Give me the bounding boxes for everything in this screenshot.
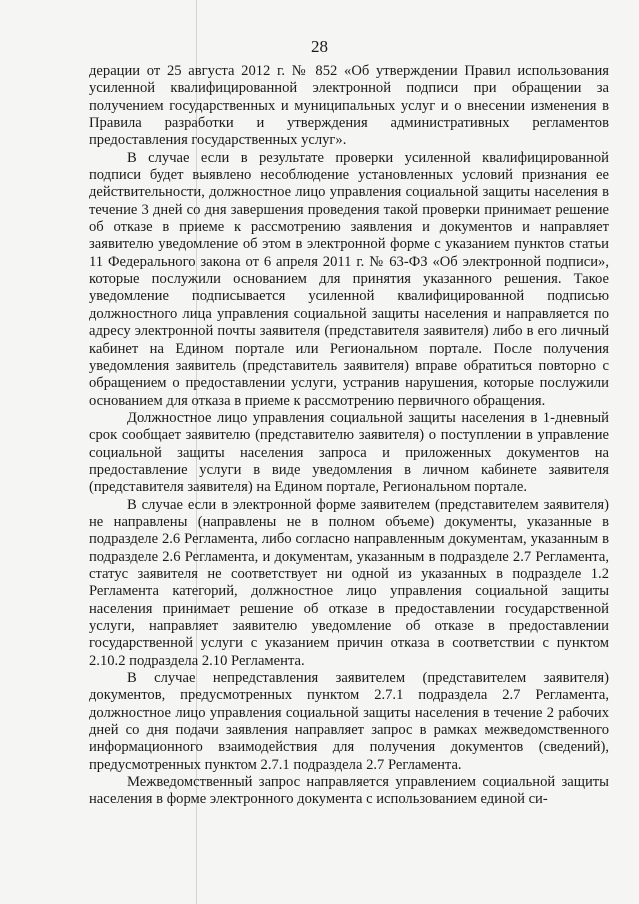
page-number: 28 xyxy=(311,37,328,56)
paragraph-interagency-request: В случае непредставления заявителем (представителем заявителя) документов, предусмотренных пунктом 2.7.1 подраздела 2.7 Регламента, должностное лицо управления социальной защиты населения в течение 2 рабочих дней со дня подачи заявления направляет запрос в рамках межведомственного информационного взаимодействия для получения документов (сведений), предусмотренных пунктом 2.7.1 подраздела 2.7 Регламента. xyxy=(89,670,609,773)
body-text xyxy=(89,63,609,809)
paragraph-electronic-request: Межведомственный запрос направляется управлением социальной защиты населения в форме электронного документа с использованием единой си- xyxy=(89,774,609,808)
paragraph-continuation: дерации от 25 августа 2012 г. № 852 «Об утверждении Правил использования усиленной квалифицированной электронной подписи при обращении за получением государственных и муниципальных услуг и о внесении изменения в Правила разработки и утверждения административных регламентов предоставления государственных услуг». xyxy=(89,63,609,149)
paragraph-refusal: В случае если в электронной форме заявителем (представителем заявителя) не направлены (направлены не в полном объеме) документы, указанные в подразделе 2.6 Регламента, либо согласно направленным документам, указанным в подразделе 2.6 Регламента, и документам, указанным в подразделе 2.7 Регламента, статус заявителя не соответствует ни одной из указанных в подразделе 1.2 Регламента категорий, должностное лицо управления социальной защиты населения принимает решение об отказе в предоставлении государственной услуги, направляет заявителю уведомление об отказе в предоставлении государственной услуги с указанием причин отказа в соответствии с пунктом 2.10.2 подраздела 2.10 Регламента. xyxy=(89,496,609,669)
paragraph-signature-check: В случае если в результате проверки усиленной квалифицированной подписи будет выявлено несоблюдение установленных условий признания ее действительности, должностное лицо управления социальной защиты населения в течение 3 дней со дня завершения проведения такой проверки принимает решение об отказе в приеме к рассмотрению заявления и документов и направляет заявителю уведомление об этом в электронной форме с указанием пунктов статьи 11 Федерального закона от 6 апреля 2011 г. № 63-ФЗ «Об электронной подписи», которые послужили основанием для принятия указанного решения. Такое уведомление подписывается усиленной квалифицированной подписью должностного лица управления социальной защиты населения и направляется по адресу электронной почты заявителя (представителя заявителя) либо в его личный кабинет на Едином портале или Региональном портале. После получения уведомления заявитель (представитель заявителя) вправе обратиться повторно с обращением о предоставлении услуги, устранив нарушения, которые послужили основанием для отказа в приеме к рассмотрению первичного обращения. xyxy=(89,149,609,409)
paragraph-notification: Должностное лицо управления социальной защиты населения в 1-дневный срок сообщает заявителю (представителю заявителя) о поступлении в управление социальной защиты населения запроса и приложенных документов на предоставление услуги в виде уведомления в личном кабинете заявителя (представителя заявителя) на Едином портале, Региональном портале. xyxy=(89,409,609,496)
